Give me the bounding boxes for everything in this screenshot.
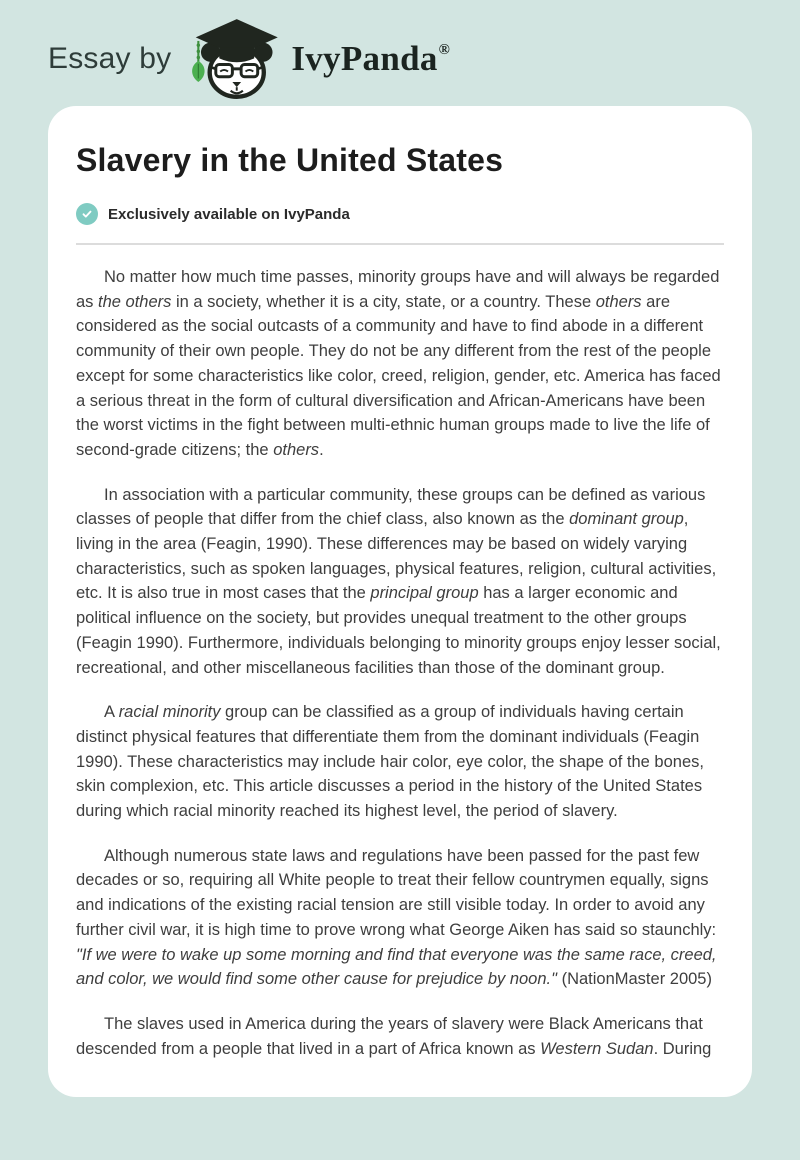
ivypanda-wordmark <box>291 39 450 79</box>
registered-trademark-symbol: ® <box>438 42 451 58</box>
page-title: Slavery in the United States <box>76 142 504 178</box>
brand-text: IvyPanda <box>291 39 438 78</box>
availability-badge <box>76 203 724 225</box>
essay-paragraph: In association with a particular community, these groups can be defined as various classes of people that differ from the chief class, also known as the dominant group, living in the area (Feagin, 1990). These differences may be based on widely varying characteristics, such as spoken languages, physical features, religion, cultural activities, etc. It is also true in most cases that the principal group has a larger economic and political influence on the society, but provides unequal treatment to the other groups (Feagin 1990). Furthermore, individuals belonging to minority groups enjoy lesser social, recreational, and other miscellaneous facilities than those of the dominant group. <box>76 485 721 677</box>
ivypanda-panda-logo-icon <box>187 17 283 105</box>
essay-paragraph: A racial minority group can be classified as a group of individuals having certain distinct physical features that differentiate them from the dominant individuals (Feagin 1990). These characteristics may include hair color, eye color, the shape of the bones, skin complexion, etc. This article discusses a period in the history of the United States during which racial minority reached its highest level, the period of slavery. <box>76 703 704 821</box>
essay-body <box>76 265 724 1061</box>
essay-card <box>48 106 752 1097</box>
essay-by-label: Essay by <box>48 42 172 75</box>
essay-paragraph: Although numerous state laws and regulations have been passed for the past few decades or so, requiring all White people to treat their fellow countrymen equally, signs and indications of the existing racial tension are still visible today. In order to avoid any further civil war, it is high time to prove wrong what George Aiken has said so staunchly: "If we were to wake up some morning and find that everyone was the same race, creed, and color, we would find some other cause for prejudice by noon." (NationMaster 2005) <box>76 846 717 989</box>
availability-badge-label: Exclusively available on IvyPanda <box>108 205 350 223</box>
site-header <box>0 0 800 92</box>
essay-paragraph: The slaves used in America during the years of slavery were Black Americans that descended from a people that lived in a part of Africa known as Western Sudan. During <box>76 1014 712 1058</box>
check-icon <box>76 203 98 225</box>
divider <box>76 243 724 245</box>
essay-paragraph: No matter how much time passes, minority groups have and will always be regarded as the others in a society, whether it is a city, state, or a country. These others are considered as the social outcasts of a community and have to find abode in a different community of their own people. They do not be any different from the rest of the people except for some characteristics like color, creed, religion, gender, etc. America has faced a serious threat in the form of cultural diversification and African-Americans have been the worst victims in the fight between multi-ethnic human groups made to live the life of second-grade citizens; the others. <box>76 268 721 459</box>
